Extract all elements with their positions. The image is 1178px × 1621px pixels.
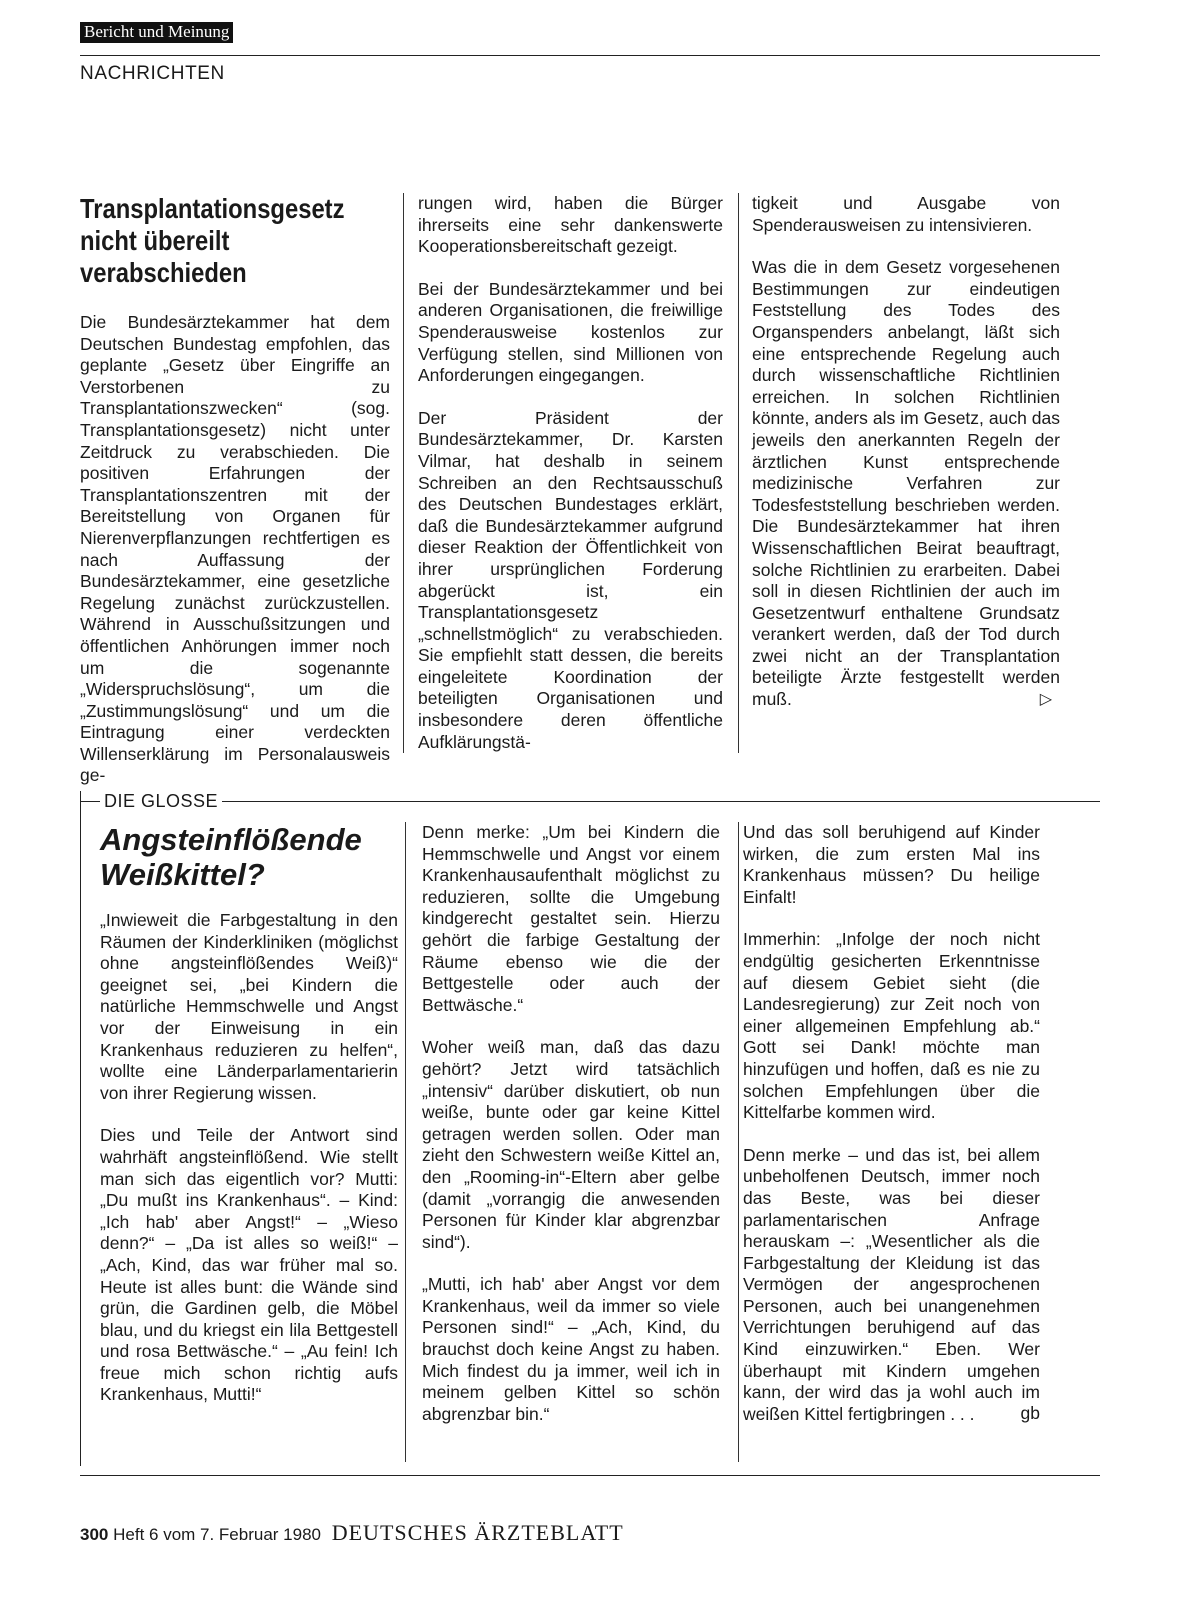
glosse-column-1: [100, 822, 398, 1427]
glosse-paragraph: Dies und Teile der Antwort sind wahrhäft angsteinflößend. Wie stellt man sich das eigentlich vor? Mutti: „Du mußt ins Krankenhaus“. – Kind: „Ich hab' aber Angst!“ – „Wieso denn?“ – „Da ist alles so weiß!“ – „Ach, Kind, das war früher mal so. Heute ist alles bunt: die Wände sind grün, die Gardinen gelb, die Möbel blau, und du kriegst ein lila Bettgestell und rosa Bettwäsche.“ – „Au fein! Ich freue mich schon richtig aufs Krankenhaus, Mutti!“: [100, 1125, 398, 1405]
article1-column-2: [418, 193, 723, 774]
rubric-label: Bericht und Meinung: [80, 22, 233, 43]
article1-headline: Transplantationsgesetz nicht übereilt verabschieden: [80, 193, 345, 288]
glosse-bottom-rule: [80, 1475, 1100, 1476]
header-rule: [80, 55, 1100, 56]
glosse-paragraph: „Mutti, ich hab' aber Angst vor dem Krankenhaus, weil da immer so viele Personen sind!“ – „Ach, Kind, du brauchst doch keine Angst zu haben. Mich findest du ja immer, weil ich in meinem gelben Kittel so schön abgrenzbar bin.“: [422, 1274, 720, 1424]
column-divider: [738, 193, 739, 753]
article1-paragraph: Was die in dem Gesetz vorgesehenen Bestimmungen zur eindeutigen Feststellung des Todes des Organspenders anbelangt, läßt sich eine entsprechende Regelung auch durch wissenschaftliche Richtlinien erreichen. In solchen Richtlinien könnte, anders als im Gesetz, auch das jeweils den anerkannten Regeln der ärztlichen Kunst entsprechende medizinische Verfahren zur Todesfeststellung beschrieben werden. Die Bundesärztekammer hat ihren Wissenschaftlichen Beirat beauftragt, solche Richtlinien zu erarbeiten. Dabei soll in diesen Richtlinien der auch im Gesetzentwurf enthaltene Grundsatz verankert werden, daß der Tod durch zwei nicht an der Transplantation beteiligte Ärzte festgestellt werden muß.: [752, 257, 1060, 710]
article1-paragraph: Bei der Bundesärztekammer und bei anderen Organisationen, die freiwillige Spenderausweise kostenlos zur Verfügung stellen, sind Millionen von Anforderungen eingegangen.: [418, 278, 723, 386]
article1-paragraph: Der Präsident der Bundesärztekammer, Dr. Karsten Vilmar, hat deshalb in seinem Schreiben an den Rechtsausschuß des Deutschen Bundestages erklärt, daß die Bundesärztekammer aufgrund dieser Reaktion der Öffentlichkeit von ihrer ursprünglichen Forderung abgerückt ist, ein Transplantationsgesetz „schnellstmöglich“ zu verabschieden. Sie empfiehlt statt dessen, die bereits eingeleitete Koordination der beteiligten Organisationen und insbesondere deren öffentliche Aufklärungstä-: [418, 407, 723, 752]
magazine-name: DEUTSCHES ÄRZTEBLATT: [331, 1520, 624, 1545]
column-divider: [738, 822, 739, 1462]
article1-paragraph: tigkeit und Ausgabe von Spenderausweisen zu intensivieren.: [752, 193, 1060, 235]
section-title: NACHRICHTEN: [80, 63, 225, 84]
glosse-paragraph: Immerhin: „Infolge der noch nicht endgültig gesicherten Erkenntnisse auf diesem Gebiet sieht (die Landesregierung) zur Zeit noch von einer allgemeinen Empfehlung ab.“ Gott sei Dank! möchte man hinzufügen und hoffen, daß es nie zu solchen Empfehlungen über die Kittelfarbe kommen wird.: [743, 929, 1040, 1123]
glosse-paragraph: Und das soll beruhigend auf Kinder wirken, die zum ersten Mal ins Krankenhaus müssen? Du heilige Einfalt!: [743, 822, 1040, 907]
glosse-left-rule: [80, 791, 81, 1466]
article1-paragraph: rungen wird, haben die Bürger ihrerseits eine sehr dankenswerte Kooperationsbereitschaft gezeigt.: [418, 193, 723, 257]
glosse-label: DIE GLOSSE: [100, 791, 222, 812]
page-number: 300: [80, 1525, 109, 1544]
author-signature: gb: [1020, 1403, 1040, 1424]
article1-column-3: [752, 193, 1060, 711]
glosse-paragraph: Woher weiß man, daß das dazu gehört? Jetzt wird tatsächlich „intensiv“ darüber diskutiert, ob nun weiße, bunte oder gar keine Kittel getragen werden sollen. Oder man zieht den Schwestern weiße Kittel an, den „Rooming-in“-Eltern aber gelbe (damit „vorrangig die anwesenden Personen für Kinder klar abgrenzbar sind“).: [422, 1037, 720, 1252]
glosse-top-rule: [80, 801, 1100, 802]
glosse-column-3: [743, 822, 1040, 1425]
continue-marker-icon: ▷: [1039, 690, 1052, 708]
issue-info: Heft 6 vom 7. Februar 1980: [113, 1525, 321, 1544]
glosse-paragraph: Denn merke: „Um bei Kindern die Hemmschwelle und Angst vor einem Krankenhausaufenthalt möglichst zu reduzieren, sollte die Umgebung kindgerecht gestaltet sein. Hierzu gehört die farbige Gestaltung der Räume ebenso wie die der Bettgestelle oder auch der Bettwäsche.“: [422, 822, 720, 1015]
column-divider: [405, 822, 406, 1462]
glosse-column-2: [422, 822, 720, 1446]
glosse-paragraph: Denn merke – und das ist, bei allem unbeholfenen Deutsch, immer noch das Beste, was bei dieser parlamentarischen Anfrage herauskam –: „Wesentlicher als die Farbgestaltung der Kleidung ist das Vermögen der angesprochenen Personen, auch bei unangenehmen Verrichtungen beruhigend auf das Kind einzuwirken.“ Eben. Wer überhaupt mit Kindern umgehen kann, der wird das ja wohl auch im weißen Kittel fertigbringen . . .: [743, 1144, 1040, 1424]
article1-paragraph: Die Bundesärztekammer hat dem Deutschen Bundestag empfohlen, das geplante „Gesetz über Eingriffe an Verstorbenen zu Transplantationszwecken“ (sog. Transplantationsgesetz) nicht unter Zeitdruck zu verabschieden. Die positiven Erfahrungen der Transplantationszentren mit der Bereitstellung von Organen für Nierenverpflanzungen rechtfertigen es nach Auffassung der Bundesärztekammer, eine gesetzliche Regelung zunächst zurückzustellen. Während in Ausschußsitzungen und öffentlichen Anhörungen immer noch um die sogenannte „Widerspruchslösung“, um die „Zustimmungslösung“ und um die Eintragung einer verdeckten Willenserklärung im Personalausweis ge-: [80, 312, 390, 786]
page-footer: [80, 1520, 624, 1546]
article1-column-1: [80, 193, 390, 808]
column-divider: [403, 193, 404, 753]
glosse-paragraph: „Inwieweit die Farbgestaltung in den Räumen der Kinderkliniken (möglichst ohne angsteinflößendes Weiß)“ geeignet sei, „bei Kindern die natürliche Hemmschwelle und Angst vor der Einweisung in ein Krankenhaus reduzieren zu helfen“, wollte eine Länderparlamentarierin von ihrer Regierung wissen.: [100, 910, 398, 1103]
glosse-headline: Angsteinflößende Weißkittel?: [100, 822, 362, 892]
